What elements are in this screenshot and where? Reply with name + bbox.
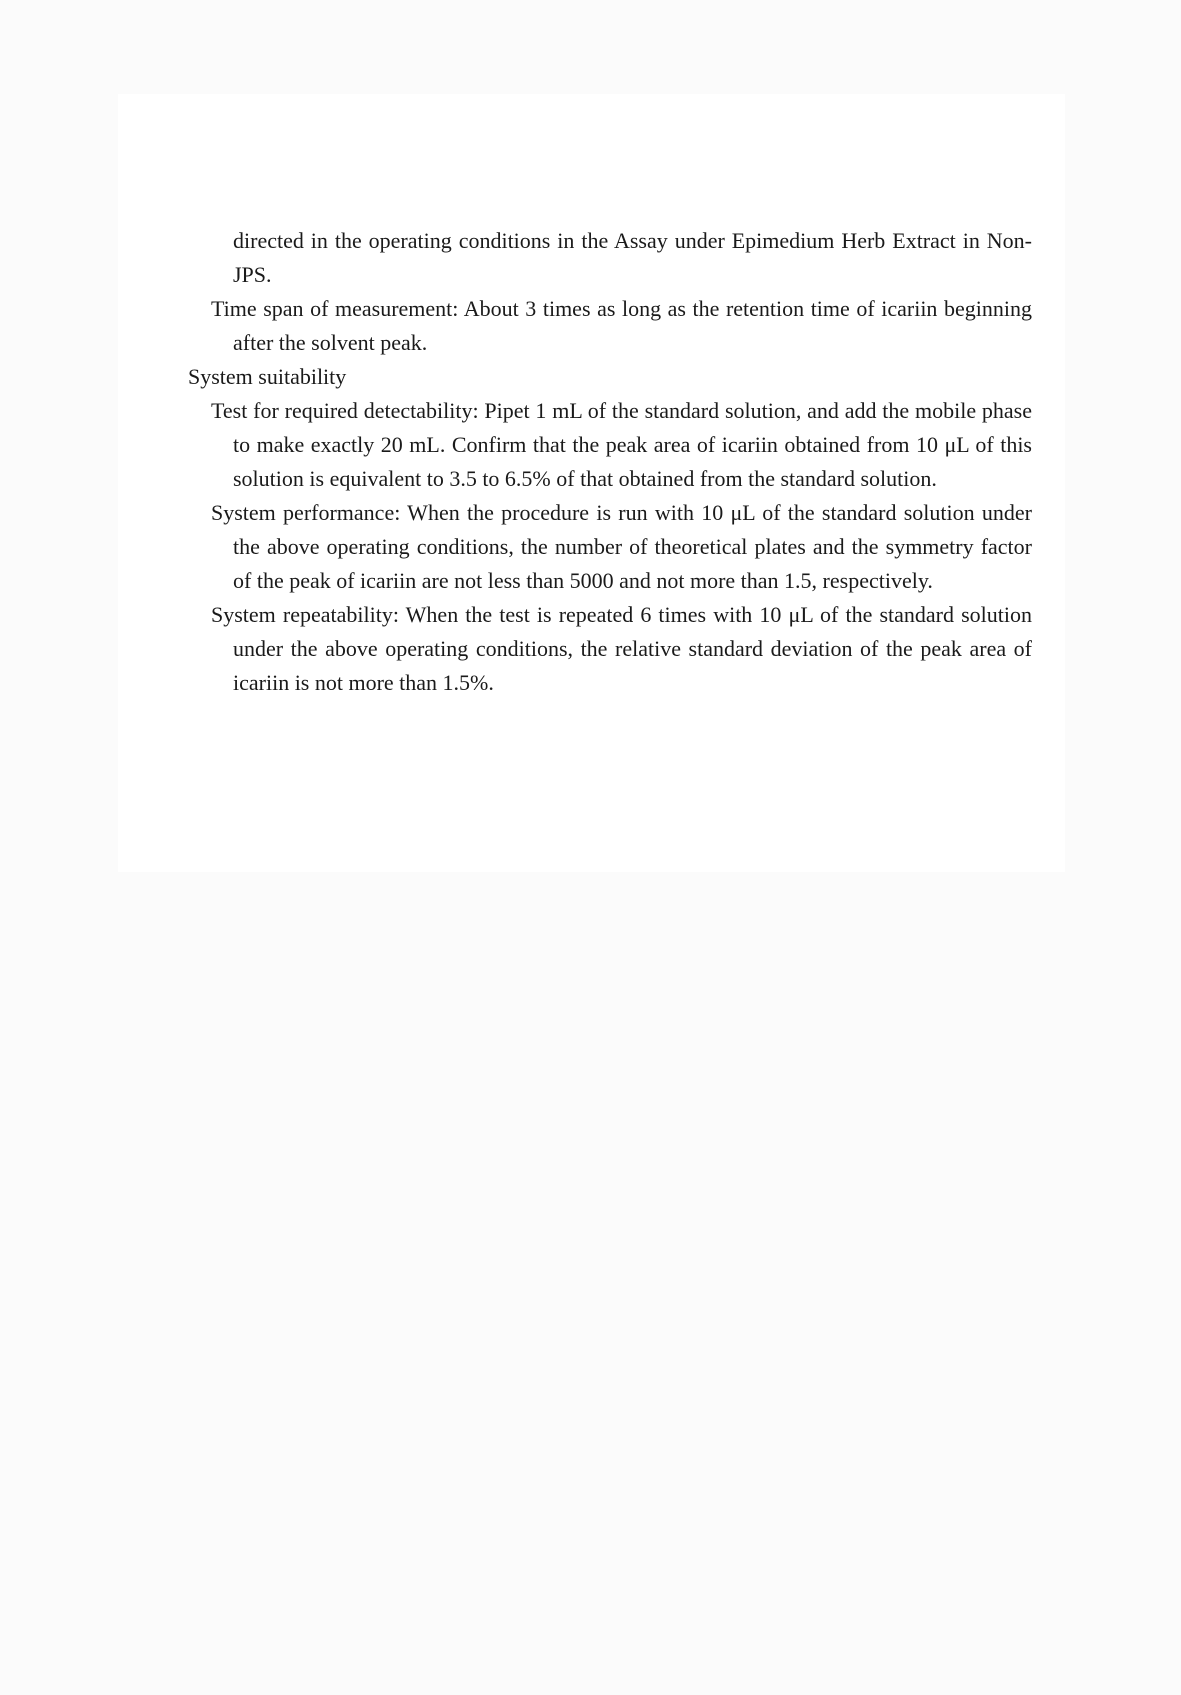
section-heading-system-suitability: System suitability [188,364,347,389]
paragraph-system-performance: System performance: When the procedure is run with 10 μL of the standard solution under the above operating conditions, the number of theoretical plates and the symmetry factor of the peak of icariin are not less than 5000 and not more than 1.5, respectively. [211,500,1032,593]
paragraph-continuation: directed in the operating conditions in the Assay under Epimedium Herb Extract in Non-JPS. [233,228,1032,287]
paragraph-time-span: Time span of measurement: About 3 times as long as the retention time of icariin beginning after the solvent peak. [211,296,1032,355]
paragraph-detectability: Test for required detectability: Pipet 1 mL of the standard solution, and add the mobile phase to make exactly 20 mL. Confirm that the peak area of icariin obtained from 10 μL of this solution is equivalent to 3.5 to 6.5% of that obtained from the standard solution. [211,398,1032,491]
document-page [118,94,1065,872]
document-body [188,224,1032,700]
paragraph-system-repeatability: System repeatability: When the test is repeated 6 times with 10 μL of the standard solution under the above operating conditions, the relative standard deviation of the peak area of icariin is not more than 1.5%. [211,602,1032,695]
